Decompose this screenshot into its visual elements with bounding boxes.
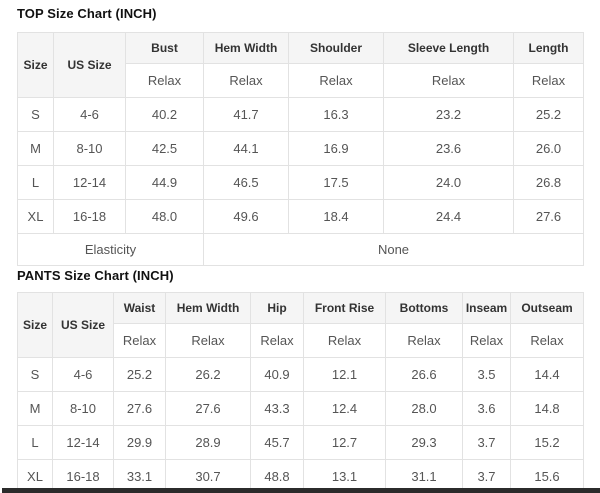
top-column-header-length: Length (514, 33, 584, 64)
top-us-size-column-header: US Size (54, 33, 126, 98)
measurement-cell: 44.1 (204, 132, 289, 166)
measurement-cell: 16.9 (289, 132, 384, 166)
fit-cell: Relax (304, 324, 386, 358)
top-header-row (18, 33, 584, 64)
measurement-cell: 41.7 (204, 98, 289, 132)
top-column-header-shoulder: Shoulder (289, 33, 384, 64)
pants-row-s (18, 358, 584, 392)
pants-size-chart-table (17, 292, 584, 493)
measurement-cell: 23.2 (384, 98, 514, 132)
measurement-cell: 44.9 (126, 166, 204, 200)
measurement-cell: 43.3 (251, 392, 304, 426)
measurement-cell: 14.4 (511, 358, 584, 392)
top-chart-title: TOP Size Chart (INCH) (17, 6, 157, 21)
fit-cell: Relax (204, 64, 289, 98)
top-size-chart-table (17, 32, 584, 266)
measurement-cell: 17.5 (289, 166, 384, 200)
pants-column-header-hem-width: Hem Width (166, 293, 251, 324)
top-column-header-sleeve-length: Sleeve Length (384, 33, 514, 64)
measurement-cell: 12.7 (304, 426, 386, 460)
elasticity-value-cell: None (204, 234, 584, 266)
size-cell: S (18, 358, 53, 392)
pants-header-row (18, 293, 584, 324)
measurement-cell: 12.1 (304, 358, 386, 392)
fit-cell: Relax (463, 324, 511, 358)
us-size-cell: 12-14 (53, 426, 114, 460)
pants-column-header-inseam: Inseam (463, 293, 511, 324)
pants-column-header-front-rise: Front Rise (304, 293, 386, 324)
fit-cell: Relax (126, 64, 204, 98)
measurement-cell: 12.4 (304, 392, 386, 426)
measurement-cell: 25.2 (514, 98, 584, 132)
measurement-cell: 3.5 (463, 358, 511, 392)
measurement-cell: 14.8 (511, 392, 584, 426)
measurement-cell: 49.6 (204, 200, 289, 234)
measurement-cell: 28.0 (386, 392, 463, 426)
fit-cell: Relax (386, 324, 463, 358)
top-column-header-bust: Bust (126, 33, 204, 64)
fit-cell: Relax (289, 64, 384, 98)
measurement-cell: 13.1 (304, 460, 386, 493)
pants-column-header-waist: Waist (114, 293, 166, 324)
us-size-cell: 4-6 (53, 358, 114, 392)
top-row-m (18, 132, 584, 166)
us-size-cell: 8-10 (53, 392, 114, 426)
measurement-cell: 3.7 (463, 426, 511, 460)
pants-size-column-header: Size (18, 293, 53, 358)
measurement-cell: 27.6 (514, 200, 584, 234)
measurement-cell: 42.5 (126, 132, 204, 166)
measurement-cell: 15.6 (511, 460, 584, 493)
measurement-cell: 40.2 (126, 98, 204, 132)
measurement-cell: 27.6 (114, 392, 166, 426)
measurement-cell: 18.4 (289, 200, 384, 234)
measurement-cell: 26.8 (514, 166, 584, 200)
measurement-cell: 31.1 (386, 460, 463, 493)
measurement-cell: 45.7 (251, 426, 304, 460)
pants-us-size-column-header: US Size (53, 293, 114, 358)
elasticity-label-cell: Elasticity (18, 234, 204, 266)
measurement-cell: 3.6 (463, 392, 511, 426)
fit-cell: Relax (251, 324, 304, 358)
top-size-column-header: Size (18, 33, 54, 98)
size-cell: S (18, 98, 54, 132)
measurement-cell: 24.4 (384, 200, 514, 234)
pants-row-l (18, 426, 584, 460)
measurement-cell: 29.3 (386, 426, 463, 460)
measurement-cell: 33.1 (114, 460, 166, 493)
measurement-cell: 15.2 (511, 426, 584, 460)
measurement-cell: 26.6 (386, 358, 463, 392)
measurement-cell: 29.9 (114, 426, 166, 460)
measurement-cell: 26.2 (166, 358, 251, 392)
top-elasticity-row (18, 234, 584, 266)
pants-chart-title: PANTS Size Chart (INCH) (17, 268, 174, 283)
top-row-s (18, 98, 584, 132)
measurement-cell: 40.9 (251, 358, 304, 392)
us-size-cell: 16-18 (54, 200, 126, 234)
size-cell: M (18, 132, 54, 166)
measurement-cell: 48.8 (251, 460, 304, 493)
size-cell: XL (18, 460, 53, 493)
top-row-xl (18, 200, 584, 234)
measurement-cell: 26.0 (514, 132, 584, 166)
size-cell: L (18, 166, 54, 200)
pants-row-m (18, 392, 584, 426)
measurement-cell: 24.0 (384, 166, 514, 200)
measurement-cell: 25.2 (114, 358, 166, 392)
measurement-cell: 46.5 (204, 166, 289, 200)
bottom-divider-bar (2, 488, 600, 493)
fit-cell: Relax (166, 324, 251, 358)
measurement-cell: 48.0 (126, 200, 204, 234)
measurement-cell: 16.3 (289, 98, 384, 132)
us-size-cell: 12-14 (54, 166, 126, 200)
pants-column-header-hip: Hip (251, 293, 304, 324)
pants-column-header-outseam: Outseam (511, 293, 584, 324)
fit-cell: Relax (384, 64, 514, 98)
fit-cell: Relax (511, 324, 584, 358)
measurement-cell: 27.6 (166, 392, 251, 426)
measurement-cell: 28.9 (166, 426, 251, 460)
fit-cell: Relax (514, 64, 584, 98)
fit-cell: Relax (114, 324, 166, 358)
size-cell: L (18, 426, 53, 460)
top-column-header-hem-width: Hem Width (204, 33, 289, 64)
measurement-cell: 30.7 (166, 460, 251, 493)
pants-column-header-bottoms: Bottoms (386, 293, 463, 324)
us-size-cell: 8-10 (54, 132, 126, 166)
us-size-cell: 16-18 (53, 460, 114, 493)
measurement-cell: 3.7 (463, 460, 511, 493)
us-size-cell: 4-6 (54, 98, 126, 132)
top-row-l (18, 166, 584, 200)
measurement-cell: 23.6 (384, 132, 514, 166)
size-cell: XL (18, 200, 54, 234)
size-cell: M (18, 392, 53, 426)
